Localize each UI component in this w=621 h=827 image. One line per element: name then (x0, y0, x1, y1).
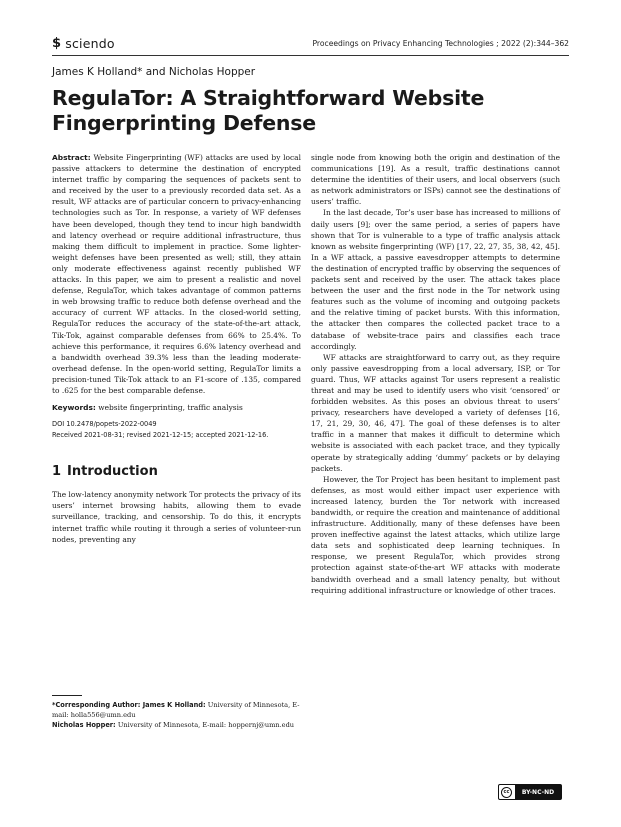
footnote-label: *Corresponding Author: James K Holland: (52, 701, 206, 709)
footnote-label: Nicholas Hopper: (52, 721, 116, 729)
left-column (52, 152, 301, 545)
footnote-second-author (52, 720, 301, 730)
paper-title: RegulaTor: A Straightforward Website Fingerprinting Defense (52, 86, 485, 135)
cc-license-badge[interactable] (498, 784, 562, 800)
creative-commons-icon: cc (501, 787, 512, 798)
keywords-label: Keywords: (52, 403, 96, 413)
keywords-text: website fingerprinting, traffic analysis (98, 403, 243, 413)
header-rule (52, 55, 569, 56)
intro-paragraph: The low-latency anonymity network Tor protects the privacy of its users’ internet browsing habits, allowing them to evade surveillance, tracking, and censorship. To do this, it encrypts internet traffic while routing it through a series of volunteer-run nodes, preventing any (52, 490, 301, 544)
body-paragraph-1: single node from knowing both the origin and destination of the communications [19]. As a result, traffic destinations cannot determine the identities of their users, and local observers (such as network administrators or ISPs) cannot see the destinations of users’ traffic. (311, 153, 560, 207)
author-line: James K Holland* and Nicholas Hopper (52, 66, 256, 78)
section-heading (52, 464, 301, 480)
received-dates: Received 2021-08-31; revised 2021-12-15; accepted 2021-12-16. (52, 430, 269, 439)
publisher-logo (52, 36, 115, 51)
footnote-corresponding-author (52, 700, 301, 720)
footnote-text: University of Minnesota, E-mail: holla556@umn.edu (52, 701, 300, 719)
footnote-text: University of Minnesota, E-mail: hoppernj@umn.edu (117, 721, 295, 729)
page-header (52, 34, 569, 52)
footnote-rule (52, 695, 82, 696)
journal-citation: Proceedings on Privacy Enhancing Technologies ; 2022 (2):344–362 (312, 38, 569, 48)
body-paragraph-4: However, the Tor Project has been hesitant to implement past defenses, as most would either impact user experience with increased latency, burden the Tor network with increased bandwidth, or require the creation and maintenance of additional infrastructure. Additionally, many of these defenses have been proven ineffective against the latest attacks, which utilize large data sets and sophisticated deep learning techniques. In response, we present RegulaTor, which provides strong protection against state-of-the-art WF attacks with moderate bandwidth overhead and a small latency penalty, but without requiring additional infrastructure or knowledge of other traces. (311, 474, 560, 595)
doi: DOI 10.2478/popets-2022-0049 (52, 420, 157, 429)
publisher-name: sciendo (65, 35, 115, 51)
right-column (311, 152, 560, 596)
section-title: Introduction (67, 464, 158, 480)
abstract-label: Abstract: (52, 153, 91, 162)
article-meta (52, 419, 301, 440)
sciendo-logo-icon: $ (52, 35, 62, 51)
abstract-text: Website Fingerprinting (WF) attacks are used by local passive attackers to determine the destination of encrypted internet traffic by comparing the sequences of packets sent to and received by the user to a previously recorded data set. As a result, WF attacks are of particular concern to privacy-enhancing technologies such as Tor. In response, a variety of WF defenses have been developed, though they tend to incur high bandwidth and latency overhead or require additional infrastructure, thus making them difficult to implement in practice. Some lighter-weight defenses have been presented as well; still, they attain only moderate effectiveness against recently published WF attacks. In this paper, we aim to present a realistic and novel defense, RegulaTor, which takes advantage of common patterns in web browsing traffic to reduce both defense overhead and the accuracy of current WF attacks. In the closed-world setting, RegulaTor reduces the accuracy of the state-of-the-art attack, Tik-Tok, against comparable defenses from 66% to 25.4%. To achieve this performance, it requires 6.6% latency overhead and a bandwidth overhead 39.3% less than the leading moderate-overhead defense. In the open-world setting, RegulaTor limits a precision-tuned Tik-Tok attack to an F1-score of .135, compared to .625 for the best comparable defense. (52, 153, 301, 395)
section-number: 1 (52, 464, 62, 480)
abstract (52, 152, 301, 396)
footnotes (52, 700, 301, 730)
keywords (52, 402, 301, 413)
body-paragraph-3: WF attacks are straightforward to carry out, as they require only passive eavesdropping from a local adversary, ISP, or Tor guard. Thus, WF attacks against Tor users represent a realistic threat and may be used to identify users who visit ‘censored’ or forbidden websites. As this poses an obvious threat to users’ privacy, researchers have developed a variety of defenses [16, 17, 21, 29, 30, 46, 47]. The goal of these defenses is to alter traffic in a manner that makes it difficult to determine which website is associated with each packet trace, and they typically operate by strategically adding ‘dummy’ packets or by delaying packets. (311, 352, 560, 473)
license-text: BY-NC-ND (515, 785, 561, 799)
body-paragraph-2: In the last decade, Tor’s user base has increased to millions of daily users [9]; over the same period, a series of papers have shown that Tor is vulnerable to a type of traffic analysis attack known as website fingerprinting (WF) [17, 22, 27, 35, 38, 42, 45]. In a WF attack, a passive eavesdropper attempts to determine the destination of encrypted traffic by observing the sequences of packets sent and received by the user. The attack takes place between the user and the first node in the Tor network using features such as the volume of incoming and outgoing packets and the relative timing of packet bursts. With this information, the attacker then compares the collected packet trace to a database of website-trace pairs and classifies each trace accordingly. (311, 208, 560, 351)
